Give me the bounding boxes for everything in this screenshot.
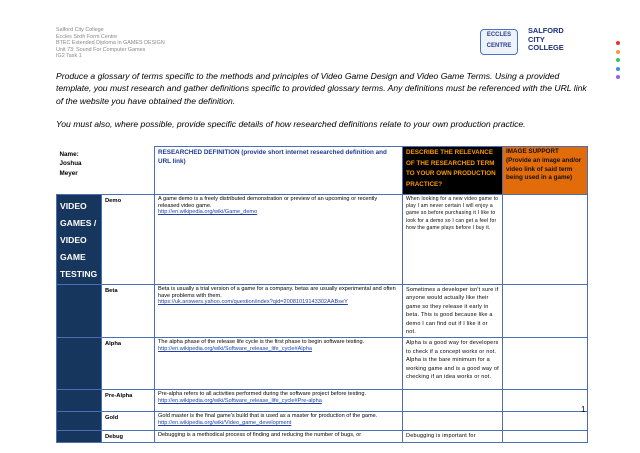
image-support-debug[interactable] [503,431,588,443]
definition-demo [155,195,403,285]
header-image-support: IMAGE SUPPORT (Provide an image and/or video link of said term being used in a game) [503,147,588,195]
instruction-paragraph-1: Produce a glossary of terms specific to the methods and principles of Video Game Design and Video Game Terms. Using a provided template, you must research and gather definitions specific to provided glossary terms. Any definitions must be referenced with the URL link of the website you have obtained the definition. [56,71,587,106]
relevance-debug: Debugging is important for [403,431,503,443]
definition-text: Beta is usually a trial version of a game for a company. betas are usually experimental and often have problems with them. [158,286,396,299]
definition-debug [155,431,403,443]
definition-text: A game demo is a freely distributed demonstration or preview of an upcoming or recently released video game. [158,196,378,209]
header-line-centre: Eccles Sixth Form Centre [56,33,118,40]
definition-url-link[interactable]: http://en.wikipedia.org/wiki/Software_release_life_cycle#Alpha [158,346,312,353]
student-last-name: Meyer [59,169,78,177]
table-row [57,412,588,431]
header-relevance: DESCRIBE THE RELEVANCE OF THE RESEARCHED TERM TO YOUR OWN PRODUCTION PRACTICE? [403,147,503,195]
definition-text: Pre-alpha refers to all activities performed during the software project before testing. [158,391,367,398]
image-support-demo[interactable] [503,195,588,285]
section-side-band [57,338,102,390]
definition-url-link[interactable]: http://en.wikipedia.org/wiki/Video_game_development [158,420,292,427]
relevance-beta: Sometimes a developer isn't sure if anyone would actually like their game so they release it early in beta. This is good because like a demo I can find out if I like it or not. [403,285,503,338]
logo-dot [616,67,620,71]
instruction-paragraph-2: You must also, where possible, provide specific details of how researched definitions relate to your own production practice. [56,118,526,129]
definition-beta [155,285,403,338]
table-row [57,338,588,390]
logo-dot [616,41,620,45]
header-line-college: Salford City College [56,27,104,33]
salford-city-college-logo: SALFORD CITY COLLEGE [528,27,600,55]
image-support-alpha[interactable] [503,338,588,390]
header-definition: RESEARCHED DEFINITION (provide short internet researched definition and URL link) [155,147,403,195]
image-support-pre-alpha[interactable] [503,390,588,412]
college-logos [480,27,600,57]
term-gold: Gold [102,412,155,431]
section-side-band [57,390,102,412]
section-side-band [57,431,102,443]
term-pre-alpha: Pre-Alpha [102,390,155,412]
image-support-beta[interactable] [503,285,588,338]
header-line-unit: Unit 73: Sound For Computer Games [56,46,146,53]
task-instructions [56,70,596,130]
header-line-course: BTEC Extended Diploma in GAMES DESIGN [56,40,165,47]
page-number: 1 [581,405,586,414]
relevance-gold [403,412,503,431]
table-header-row [57,147,588,195]
table-row [57,431,588,443]
definition-alpha [155,338,403,390]
section-side-band [57,412,102,431]
relevance-demo: When looking for a new video game to play I am never certain I will enjoy a game so before purchasing it I like to look for a demo so I can get a feel for how the game plays before I buy it. [403,195,503,285]
table-row [57,195,588,285]
term-demo: Demo [102,195,155,285]
definition-text: Debugging is a methodical process of finding and reducing the number of bugs, or [158,432,362,439]
definition-pre-alpha [155,390,403,412]
eccles-centre-logo: ECCLES CENTRE [480,29,518,55]
table-row [57,285,588,338]
logo-dot [616,50,620,54]
term-beta: Beta [102,285,155,338]
relevance-pre-alpha [403,390,503,412]
student-first-name: Joshua [59,160,82,167]
glossary-table [56,146,588,443]
logo-dot [616,58,620,62]
logo-dots [616,39,621,82]
section-side-band [57,285,102,338]
relevance-alpha: Alpha is a good way for developers to check if a concept works or not. Alpha is the bare minimum for a working game and is a good way of checking if an idea works or not. [403,338,503,390]
student-name-cell [57,147,155,195]
name-label: Name: [59,150,79,158]
definition-gold [155,412,403,431]
logo-dot [616,75,620,79]
definition-text: The alpha phase of the release life cycle is the first phase to begin software testing. [158,339,365,346]
table-row [57,390,588,412]
section-label-video-games-testing: VIDEO GAMES / VIDEO GAME TESTING [57,195,102,285]
definition-url-link[interactable]: http://en.wikipedia.org/wiki/Game_demo [158,209,258,216]
definition-url-link[interactable]: https://uk.answers.yahoo.com/question/index?qid=20081019143302AABseY [158,299,348,306]
term-debug: Debug [102,431,155,443]
header-line-task: IG2 Task 1 [56,53,82,60]
image-support-gold[interactable] [503,412,588,431]
definition-url-link[interactable]: http://en.wikipedia.org/wiki/Software_release_life_cycle#Pre-alpha [158,398,322,405]
definition-text: Gold master is the final game's build that is used as a master for production of the game. [158,413,378,420]
document-header [56,27,165,60]
term-alpha: Alpha [102,338,155,390]
